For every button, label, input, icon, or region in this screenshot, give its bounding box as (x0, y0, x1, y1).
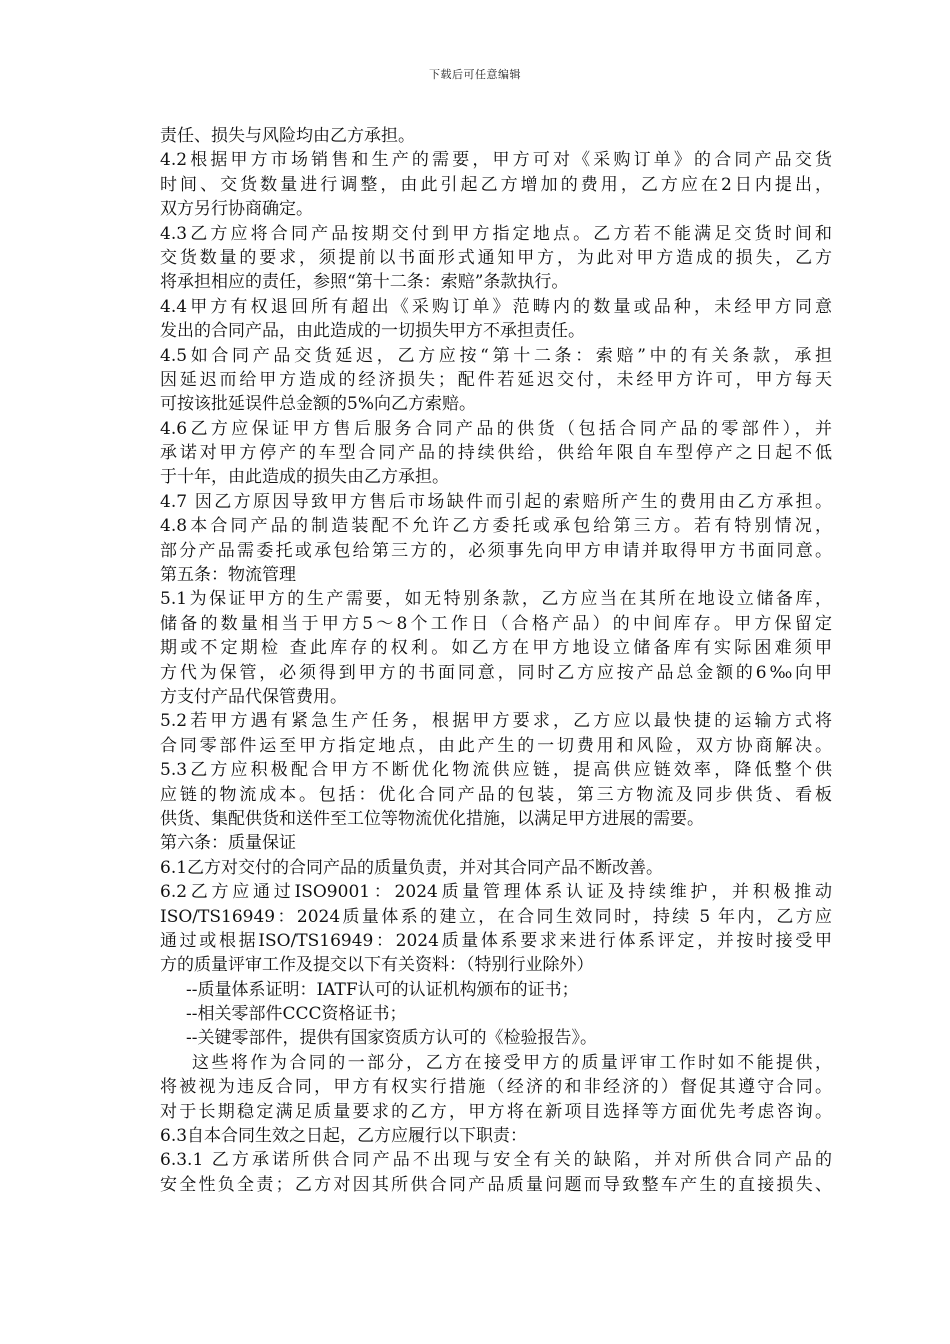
text-line: --质量体系证明：IATF认可的认证机构颁布的证书； (186, 979, 579, 1000)
text-line: 6.1乙方对交付的合同产品的质量负责，并对其合同产品不断改善。 (160, 857, 664, 878)
text-line: 时间、交货数量进行调整，由此引起乙方增加的费用，乙方应在2日内提出， (160, 174, 832, 195)
text-line: 发出的合同产品，由此造成的一切损失甲方不承担责任。 (160, 321, 585, 342)
text-line: 将被视为违反合同，甲方有权实行措施（经济的和非经济的）督促其遵守合同。 (160, 1077, 832, 1098)
text-line: 应链的物流成本。包括：优化合同产品的包装，第三方物流及同步供货、看板 (160, 784, 832, 805)
text-line: 安全性负全责；乙方对因其所供合同产品质量问题而导致整车产生的直接损失、 (160, 1174, 832, 1195)
text-line: --关键零部件，提供有国家资质方认可的《检验报告》。 (186, 1028, 597, 1049)
text-line: 6.3自本合同生效之日起，乙方应履行以下职责： (160, 1126, 528, 1147)
text-line: 4.8本合同产品的制造装配不允许乙方委托或承包给第三方。若有特别情况， (160, 516, 832, 537)
text-line: 第六条：质量保证 (160, 833, 296, 854)
text-line: 合同零部件运至甲方指定地点，由此产生的一切费用和风险，双方协商解决。 (160, 735, 832, 756)
text-line: 5.3乙方应积极配合甲方不断优化物流供应链，提高供应链效率，降低整个供 (160, 760, 832, 781)
text-line: 储备的数量相当于甲方5～8个工作日（合格产品）的中间库存。甲方保留定 (160, 613, 832, 634)
text-line: 部分产品需委托或承包给第三方的，必须事先向甲方申请并取得甲方书面同意。 (160, 540, 832, 561)
text-line: 承诺对甲方停产的车型合同产品的持续供给，供给年限自车型停产之日起不低 (160, 443, 832, 464)
text-line: 5.2若甲方遇有紧急生产任务，根据甲方要求，乙方应以最快捷的运输方式将 (160, 711, 832, 732)
text-line: 4.3乙方应将合同产品按期交付到甲方指定地点。乙方若不能满足交货时间和 (160, 223, 832, 244)
text-line: 交货数量的要求，须提前以书面形式通知甲方，为此对甲方造成的损失，乙方 (160, 247, 832, 268)
text-line: 方支付产品代保管费用。 (160, 686, 347, 707)
text-line: 4.7 因乙方原因导致甲方售后市场缺件而引起的索赔所产生的费用由乙方承担。 (160, 491, 832, 512)
text-line: 对于长期稳定满足质量要求的乙方，甲方将在新项目选择等方面优先考虑咨询。 (160, 1101, 832, 1122)
text-line: 4.6乙方应保证甲方售后服务合同产品的供货（包括合同产品的零部件），并 (160, 418, 832, 439)
text-line: 双方另行协商确定。 (160, 199, 313, 220)
page-header: 下载后可任意编辑 (429, 68, 521, 81)
text-line: ISO/TS16949：2024质量体系的建立，在合同生效同时，持续 5 年内，乙方应 (160, 906, 832, 927)
text-line: 6.2乙方应通过ISO9001：2024质量管理体系认证及持续维护，并积极推动 (160, 882, 832, 903)
text-line: 将承担相应的责任，参照“第十二条：索赔”条款执行。 (160, 272, 569, 293)
text-line: 4.4甲方有权退回所有超出《采购订单》范畴内的数量或品种，未经甲方同意 (160, 296, 832, 317)
text-line: 通过或根据ISO/TS16949：2024质量体系要求来进行体系评定，并按时接受甲 (160, 930, 832, 951)
text-line: 第五条：物流管理 (160, 565, 296, 586)
text-line: 5.1为保证甲方的生产需要，如无特别条款，乙方应当在其所在地设立储备库， (160, 589, 832, 610)
text-line: 期或不定期检 查此库存的权利。如乙方在甲方地设立储备库有实际困难须甲 (160, 638, 832, 659)
text-line: --相关零部件CCC资格证书； (186, 1004, 407, 1025)
text-line: 方的质量评审工作及提交以下有关资料：（特别行业除外） (160, 955, 594, 976)
text-line: 可按该批延误件总金额的5%向乙方索赔。 (160, 394, 476, 415)
text-line: 供货、集配供货和送件至工位等物流优化措施，以满足甲方进展的需要。 (160, 808, 704, 829)
text-line: 责任、损失与风险均由乙方承担。 (160, 126, 415, 146)
text-line: 方代为保管，必须得到甲方的书面同意，同时乙方应按产品总金额的6‰向甲 (160, 662, 832, 683)
text-line: 6.3.1 乙方承诺所供合同产品不出现与安全有关的缺陷，并对所供合同产品的 (160, 1150, 832, 1171)
text-line: 这些将作为合同的一部分，乙方在接受甲方的质量评审工作时如不能提供， (192, 1052, 832, 1073)
text-line: 于十年，由此造成的损失由乙方承担。 (160, 467, 449, 488)
document-body (160, 124, 832, 1197)
text-line: 4.5如合同产品交货延迟，乙方应按“第十二条：索赔”中的有关条款，承担 (160, 345, 832, 366)
text-line: 4.2根据甲方市场销售和生产的需要，甲方可对《采购订单》的合同产品交货 (160, 150, 832, 171)
text-line: 因延迟而给甲方造成的经济损失；配件若延迟交付，未经甲方许可，甲方每天 (160, 369, 832, 390)
